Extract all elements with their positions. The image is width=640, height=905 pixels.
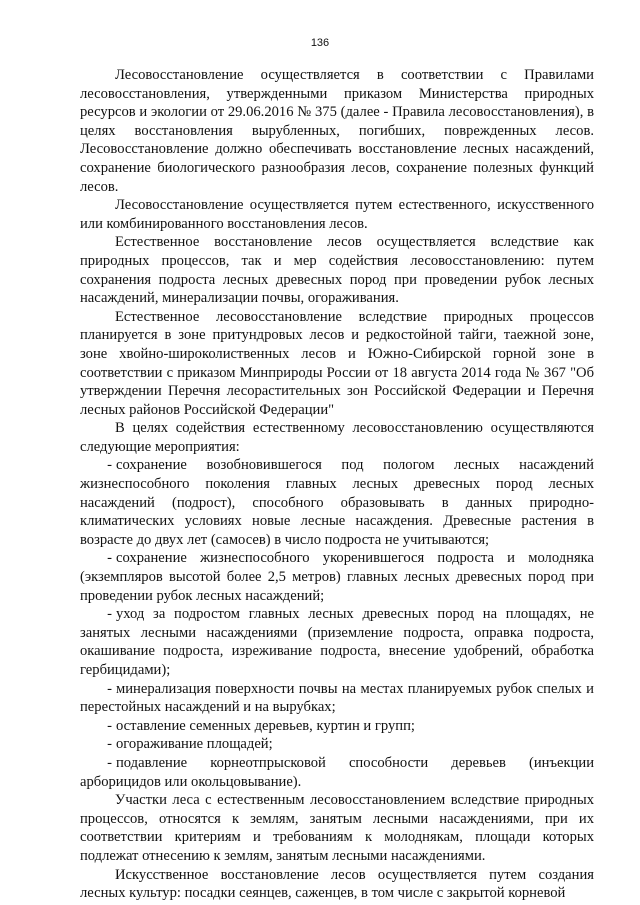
list-item [80, 754, 594, 791]
paragraph: Участки леса с естественным лесовосстановлением вследствие природных процессов, относятся к землям, занятым лесными насаждениями, при их соответствии критериям и требованиям к молоднякам, площади которых подлежат отнесению к землям, занятым лесными насаждениями. [80, 792, 594, 864]
list-bullet: - [107, 717, 112, 734]
paragraph: В целях содействия естественному лесовосстановлению осуществляются следующие мероприятия: [80, 420, 594, 455]
list-item [80, 735, 594, 754]
list-item-text: минерализация поверхности почвы на местах планируемых рубок спелых и перестойных насаждений и на вырубках; [80, 680, 594, 716]
list-item [80, 717, 594, 736]
list-bullet: - [107, 680, 112, 697]
page-number: 136 [310, 37, 330, 49]
list-bullet: - [107, 736, 112, 753]
paragraph: Искусственное восстановление лесов осуществляется путем создания лесных культур: посадки сеянцев, саженцев, в том числе с закрытой корневой [80, 866, 594, 902]
list-item-text: огораживание площадей; [116, 736, 273, 753]
list-bullet: - [107, 457, 112, 474]
paragraph: Естественное лесовосстановление вследствие природных процессов планируется в зоне притундровых лесов и редкостойной тайги, таежной зоне, зоне хвойно-широколиственных лесов и Южно-Сибирской горной зоне в соответствии с приказом Минприроды России от 18 августа 2014 года № 367 "Об утверждении Перечня лесорастительных зон Российской Федерации и Перечня лесных районов Российской Федерации" [80, 308, 594, 418]
list-item-text: подавление корнеотпрысковой способности деревьев (инъекции арборицидов или окольцовывание). [80, 754, 594, 790]
list-item-text: оставление семенных деревьев, куртин и групп; [116, 717, 415, 734]
list-bullet: - [107, 606, 112, 623]
list-bullet: - [107, 754, 112, 771]
paragraph: Лесовосстановление осуществляется в соответствии с Правилами лесовосстановления, утвержденными приказом Министерства природных ресурсов и экологии от 29.06.2016 № 375 (далее - Правила лесовосстановления), в целях восстановления вырубленных, погибших, поврежденных лесов. Лесовосстановление должно обеспечивать восстановление лесных насаждений, сохранение биологического разнообразия лесов, сохранение полезных функций лесов. [80, 67, 594, 195]
list-item [80, 605, 594, 679]
list-item-text: сохранение жизнеспособного укоренившегося подроста и молодняка (экземпляров высотой более 2,5 метров) главных лесных древесных пород при проведении рубок лесных насаждений; [80, 550, 594, 604]
paragraph: Естественное восстановление лесов осуществляется вследствие как природных процессов, так и мер содействия лесовосстановлению: путем сохранения подроста лесных древесных пород при проведении рубок лесных насаждений, минерализации почвы, огораживания. [80, 234, 594, 307]
list-item-text: уход за подростом главных лесных древесных пород на площадях, не занятых лесными насаждениями (приземление подроста, оправка подроста, окашивание подроста, изреживание подроста, внесение удобрений, обработка гербицидами); [80, 606, 594, 678]
list-item [80, 680, 594, 717]
list-bullet: - [107, 550, 112, 567]
list-item-text: сохранение возобновившегося под пологом лесных насаждений жизнеспособного поколения главных лесных древесных пород лесных насаждений (подрост), способного образовывать в данных природно-климатических условиях новые лесные насаждения. Древесные растения в возрасте до двух лет (самосев) в число подроста не учитываются; [80, 457, 594, 548]
list-item [80, 456, 594, 549]
list-item [80, 549, 594, 605]
document-body [80, 66, 594, 903]
paragraph: Лесовосстановление осуществляется путем естественного, искусственного или комбинированного восстановления лесов. [80, 197, 594, 232]
